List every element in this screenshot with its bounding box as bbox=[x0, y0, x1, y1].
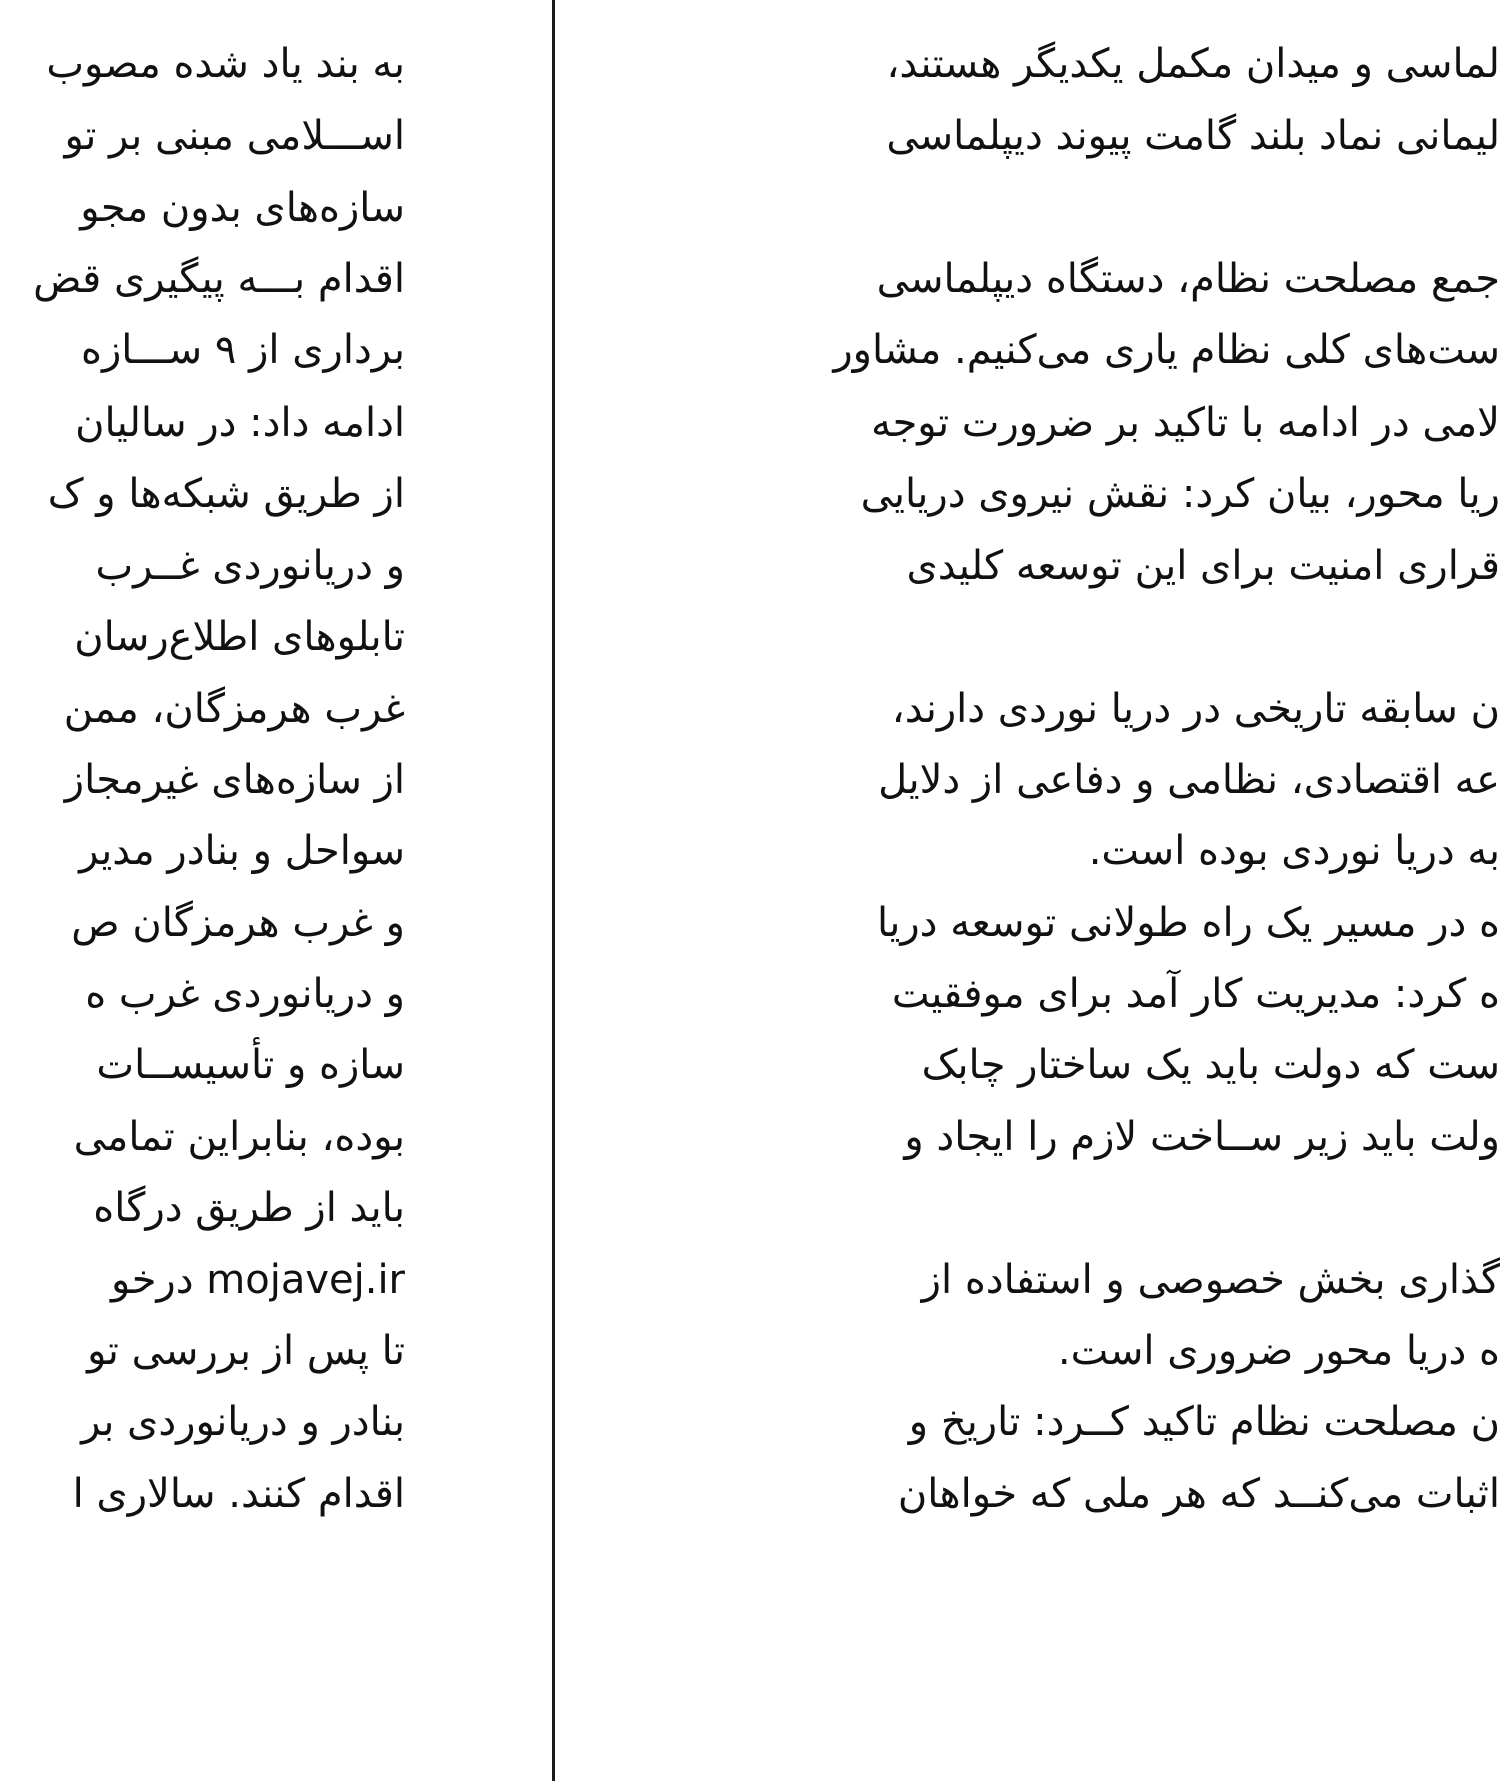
left-line-3: سازه‌های بدون مجو bbox=[80, 185, 405, 231]
left-line-13: و غرب هرمزگان ص bbox=[71, 900, 405, 946]
left-line-8: و دریانوردی غــرب bbox=[95, 543, 405, 589]
right-line-7: قراری امنیت برای این توسعه کلیدی bbox=[906, 543, 1500, 589]
right-line-12: ه کرد: مدیریت کار آمد برای موفقیت bbox=[891, 971, 1500, 1017]
right-line-5: لامی در ادامه با تاکید بر ضرورت توجه bbox=[871, 400, 1500, 446]
right-line-13: ست که دولت باید یک ساختار چابک bbox=[921, 1042, 1500, 1088]
left-line-2: اســـلامی مبنی بر تو bbox=[64, 113, 405, 159]
right-line-14: ولت باید زیر ســاخت لازم را ایجاد و bbox=[904, 1114, 1500, 1160]
left-line-12: سواحل و بنادر مدیر bbox=[79, 828, 405, 874]
right-line-8: ن سابقه تاریخی در دریا نوردی دارند، bbox=[891, 686, 1500, 732]
left-line-15: سازه و تأسیســات bbox=[96, 1042, 405, 1088]
right-line-3: جمع مصلحت نظام، دستگاه دیپلماسی bbox=[876, 256, 1500, 302]
right-line-4: ست‌های کلی نظام یاری می‌کنیم. مشاور bbox=[833, 327, 1500, 373]
left-line-20: بنادر و دریانوردی بر bbox=[81, 1399, 405, 1445]
column-divider bbox=[552, 0, 555, 1781]
right-line-10: به دریا نوردی بوده است. bbox=[1088, 828, 1500, 874]
left-line-21: اقدام کنند. سالاری ا bbox=[72, 1471, 405, 1517]
right-line-6: ریا محور، بیان کرد: نقش نیروی دریایی bbox=[860, 471, 1500, 517]
left-line-1: به بند یاد شده مصوب bbox=[46, 41, 405, 87]
left-line-14: و دریانوردی غرب ه bbox=[85, 971, 405, 1017]
left-line-4: اقدام بـــه پیگیری قض bbox=[33, 256, 405, 302]
left-line-19: تا پس از بررسی تو bbox=[87, 1328, 405, 1374]
left-line-16: بوده، بنابراین تمامی bbox=[73, 1114, 405, 1160]
left-line-17: باید از طریق درگاه bbox=[93, 1185, 405, 1231]
right-line-15: گذاری بخش خصوصی و استفاده از bbox=[921, 1257, 1500, 1303]
right-text-column bbox=[600, 0, 1500, 1781]
left-line-6: ادامه داد: در سالیان bbox=[75, 400, 405, 446]
left-line-9: تابلوهای اطلاع‌رسان bbox=[74, 614, 405, 660]
left-line-7: از طریق شبکه‌ها و ک bbox=[47, 471, 405, 517]
right-line-9: عه اقتصادی، نظامی و دفاعی از دلایل bbox=[878, 757, 1500, 803]
left-line-10: غرب هرمزگان، ممن bbox=[63, 686, 405, 732]
right-line-2: لیمانی نماد بلند گامت پیوند دیپلماسی bbox=[886, 113, 1500, 159]
right-line-11: ه در مسیر یک راه طولانی توسعه دریا bbox=[877, 900, 1500, 946]
right-line-17: ن مصلحت نظام تاکید کــرد: تاریخ و bbox=[908, 1399, 1500, 1445]
left-line-11: از سازه‌های غیرمجاز bbox=[64, 757, 405, 803]
right-line-16: ه دریا محور ضروری است. bbox=[1057, 1328, 1500, 1374]
left-line-18: mojavej.ir درخو bbox=[111, 1257, 405, 1303]
right-line-1: لماسی و میدان مکمل یکدیگر هستند، bbox=[886, 41, 1500, 87]
left-line-5: برداری از ۹ ســـازه bbox=[81, 327, 405, 373]
right-line-18: اثبات می‌کنــد که هر ملی که خواهان bbox=[897, 1471, 1500, 1517]
left-text-column bbox=[0, 0, 405, 1781]
